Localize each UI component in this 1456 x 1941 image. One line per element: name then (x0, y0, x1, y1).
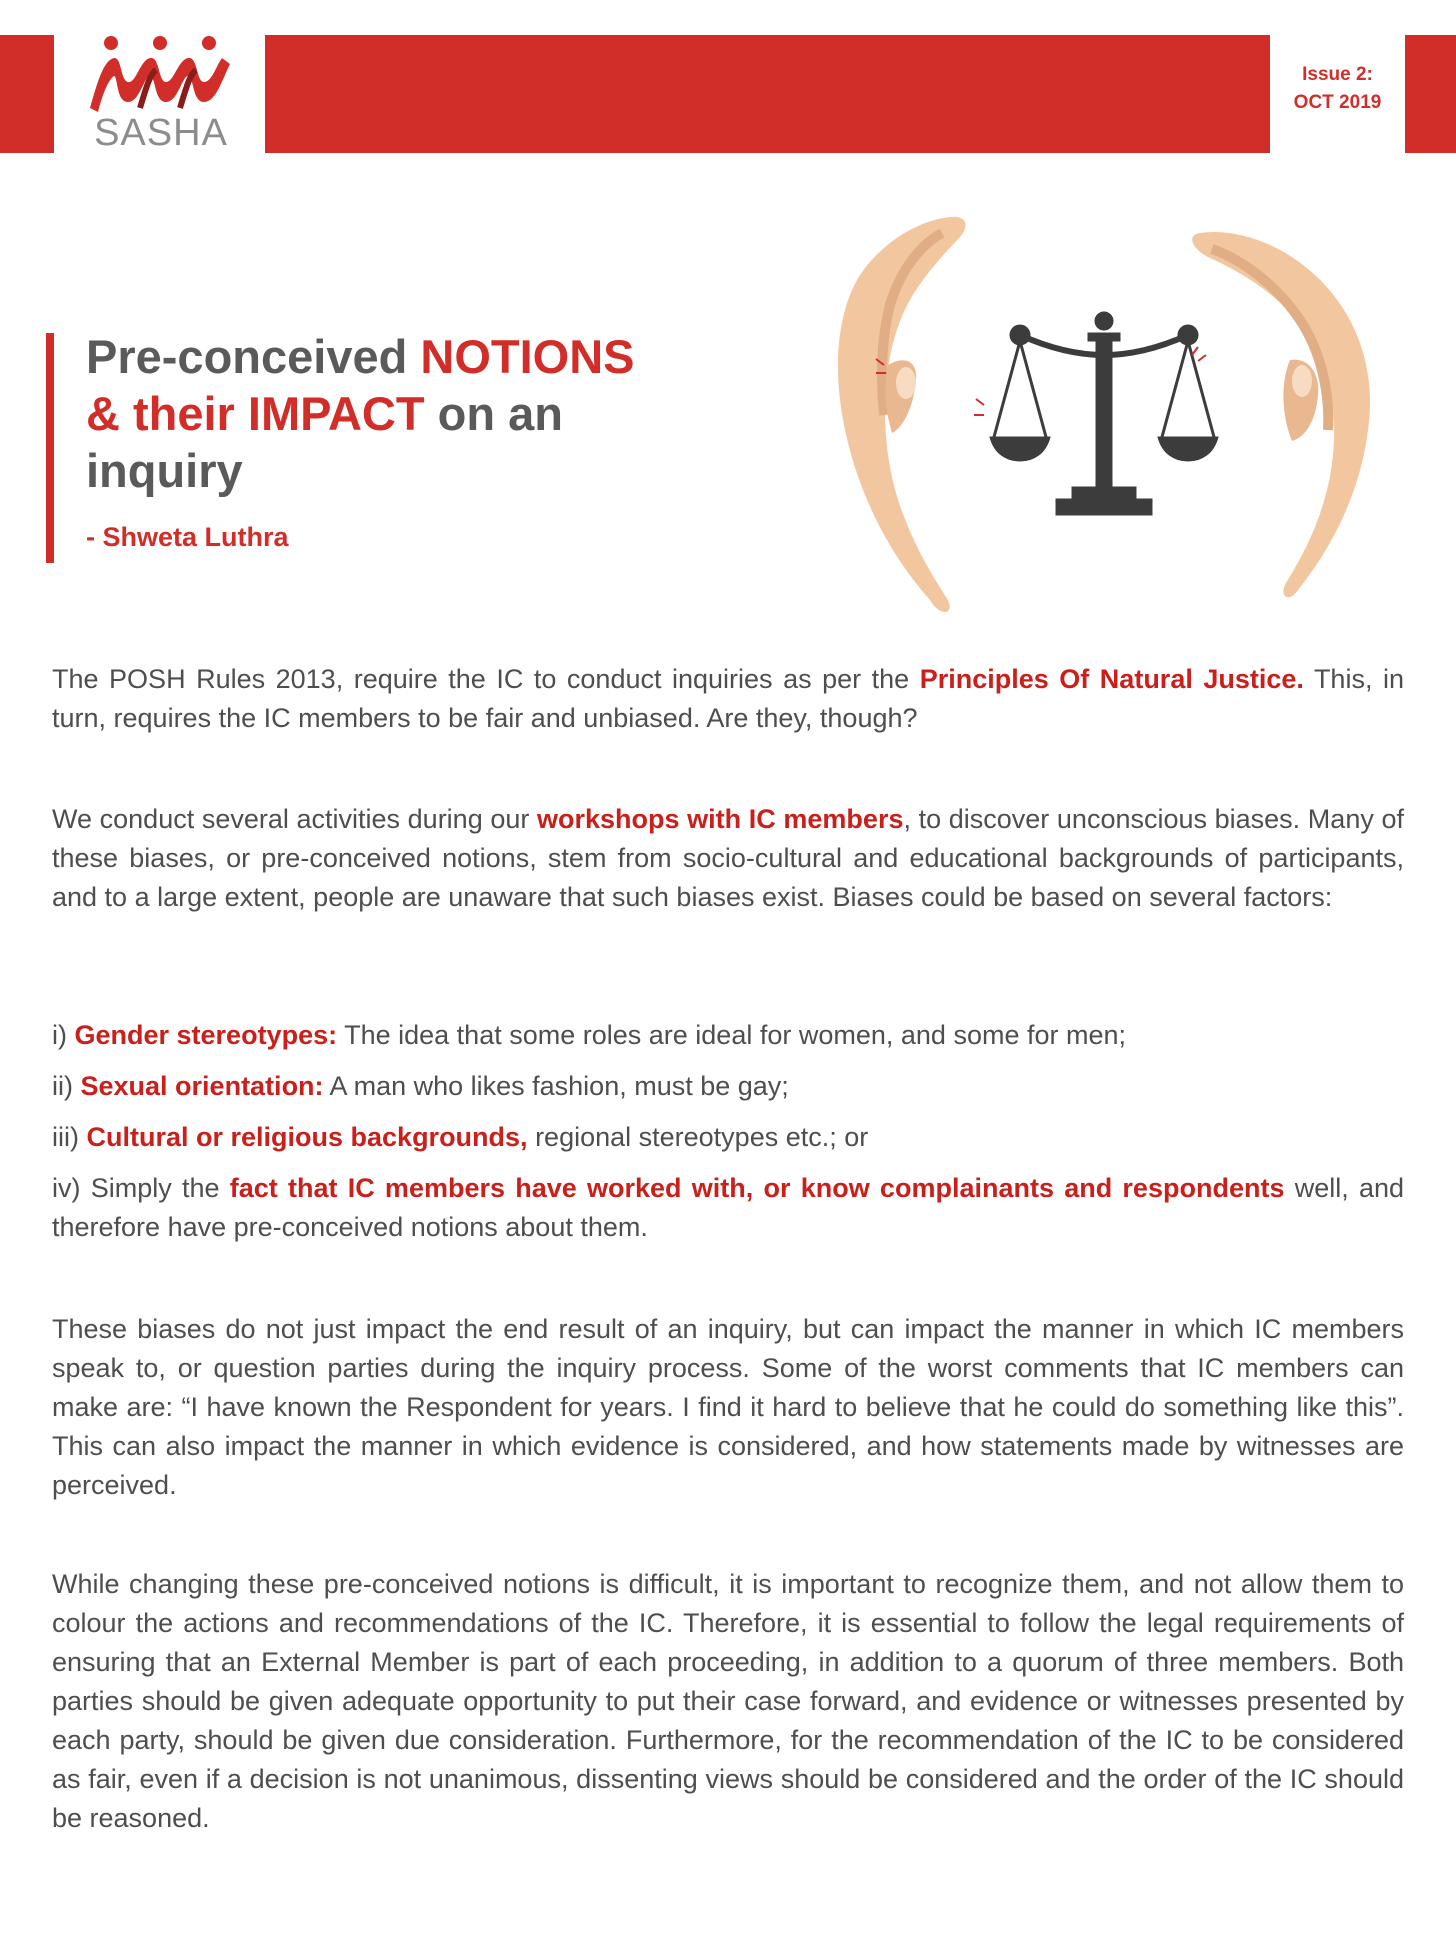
list-highlight: fact that IC members have worked with, or know complainants and respondents (229, 1173, 1285, 1203)
issue-number: Issue 2: (1302, 64, 1373, 85)
list-text: well, and therefore have pre-conceived notions about them. (52, 1173, 1404, 1242)
paragraph-intro (52, 660, 1404, 738)
list-text: regional stereotypes etc.; or (527, 1122, 869, 1152)
header-bar (265, 35, 1410, 153)
p2-text: We conduct several activities during our (52, 804, 537, 834)
list-highlight: Gender stereotypes: (74, 1020, 338, 1050)
issue-badge (1270, 35, 1405, 153)
article-title (86, 328, 726, 499)
list-text: The idea that some roles are ideal for women, and some for men; (337, 1020, 1126, 1050)
paragraph-impact: These biases do not just impact the end result of an inquiry, but can impact the manner in which IC members speak to, or question parties during the inquiry process. Some of the worst comments that IC members can make are: “I have known the Respondent for years. I find it hard to believe that he could do something like this”. This can also impact the manner in which evidence is considered, and how statements made by witnesses are perceived. (52, 1314, 1404, 1500)
p1-highlight: Principles Of Natural Justice. (919, 664, 1304, 694)
header-bar-left (0, 35, 54, 153)
title-part-1: Pre-conceived (86, 330, 421, 383)
title-part-2: & their (86, 387, 248, 440)
p2-highlight: workshops with IC members (537, 804, 904, 834)
list-text: A man who likes fashion, must be gay; (323, 1071, 789, 1101)
left-hand-icon (838, 217, 966, 612)
list-num: i) (52, 1020, 75, 1050)
p1-text: The POSH Rules 2013, require the IC to conduct inquiries as per the (52, 664, 920, 694)
paragraph-conclusion: While changing these pre-conceived notions is difficult, it is important to recognize them, and not allow them to colour the actions and recommendations of the IC. Therefore, it is essential to follow the legal requirements of ensuring that an External Member is part of each proceeding, in addition to a quorum of three members. Both parties should be given adequate opportunity to put their case forward, and evidence or witnesses presented by each party, should be given due consideration. Furthermore, for the recommendation of the IC to be considered as fair, even if a decision is not unanimous, dissenting views should be considered and the order of the IC should be reasoned. (52, 1569, 1404, 1833)
list-item (52, 1067, 1404, 1106)
title-highlight-impact: IMPACT (247, 387, 425, 440)
list-item (52, 1016, 1404, 1055)
justice-scales-illustration (820, 205, 1400, 625)
p2-text-2: , to discover unconscious biases. Many of these biases, or pre-conceived notions, stem from socio-cultural and educational backgrounds of participants, and to a large extent, people are unaware that such biases exist. Biases could be based on several factors: (52, 804, 1404, 912)
list-item (52, 1118, 1404, 1157)
logo-text: SASHA (94, 112, 228, 154)
title-part-4: inquiry (86, 444, 243, 497)
list-num: ii) (52, 1071, 81, 1101)
header-bar-right (1405, 35, 1456, 153)
right-hand-icon (1192, 232, 1370, 597)
list-highlight: Cultural or religious backgrounds, (86, 1122, 528, 1152)
article-author: - Shweta Luthra (86, 522, 289, 552)
list-num: iii) (52, 1122, 87, 1152)
list-item (52, 1169, 1404, 1247)
title-highlight-notions: NOTIONS (420, 330, 635, 383)
p1-text-2: This, in turn, requires the IC members to be fair and unbiased. Are they, though? (52, 664, 1404, 733)
scales-of-justice-icon (990, 312, 1218, 515)
title-accent-rule (46, 333, 54, 563)
issue-date: OCT 2019 (1293, 92, 1382, 113)
paragraph-workshops (52, 800, 1404, 917)
list-num: iv) Simply the (52, 1173, 230, 1203)
motion-marks-icon (876, 347, 1206, 415)
list-highlight: Sexual orientation: (80, 1071, 324, 1101)
title-part-3: on an (424, 387, 563, 440)
